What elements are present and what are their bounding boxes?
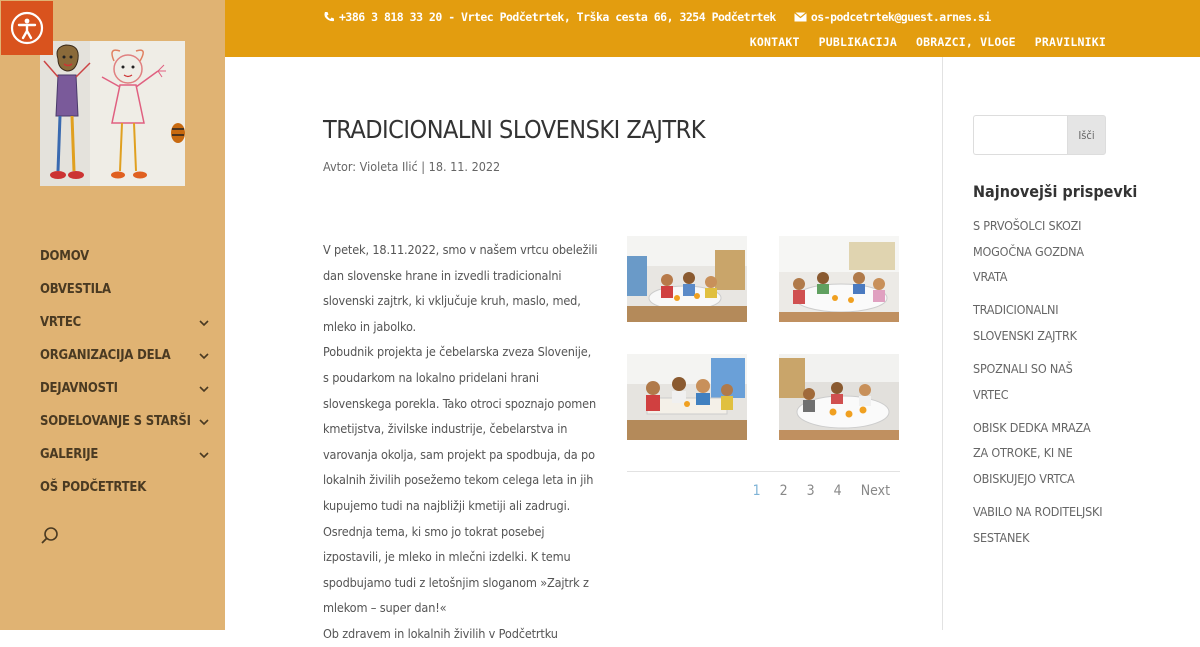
nav-item-sodelovanje-s-starsi[interactable] xyxy=(40,405,210,438)
top-link-publikacija[interactable]: PUBLIKACIJA xyxy=(818,35,898,49)
nav-item-vrtec[interactable] xyxy=(40,306,210,339)
page-link-1[interactable]: 1 xyxy=(752,483,761,499)
chevron-down-icon[interactable] xyxy=(198,317,210,329)
gallery-photo[interactable] xyxy=(627,354,747,440)
gallery-photo[interactable] xyxy=(779,236,899,322)
phone-address-text[interactable]: +386 3 818 33 20 - Vrtec Podčetrtek, Trška cesta 66, 3254 Podčetrtek xyxy=(339,10,776,24)
gallery-pagination xyxy=(627,483,890,499)
gallery-photo[interactable] xyxy=(779,354,899,440)
sidebar-search-input[interactable] xyxy=(973,115,1067,155)
nav-item-label: SODELOVANJE S STARŠI xyxy=(40,414,191,429)
post-meta: Avtor: Violeta Ilić | 18. 11. 2022 xyxy=(323,159,501,174)
nav-item-domov[interactable] xyxy=(40,240,210,273)
child-drawing-image xyxy=(40,41,185,186)
contact-info xyxy=(323,10,991,24)
post-paragraph: Osrednja tema, ki smo jo tokrat posebej izpostavili, je mleko in mlečni izdelki. K temu spodbujamo tudi z letošnjim sloganom »Zajtrk z mlekom – super dan!« xyxy=(323,523,589,616)
phone-icon xyxy=(323,11,335,23)
post-body xyxy=(323,237,598,647)
accessibility-icon xyxy=(10,11,44,45)
recent-post-link[interactable]: OBISK DEDKA MRAZA ZA OTROKE, KI NE OBISKUJEJO VRTCA xyxy=(973,419,1091,486)
chevron-down-icon[interactable] xyxy=(198,416,210,428)
nav-item-label: DOMOV xyxy=(40,249,89,264)
left-sidebar xyxy=(0,0,225,630)
top-link-kontakt[interactable]: KONTAKT xyxy=(749,35,800,49)
recent-post-link[interactable]: SPOZNALI SO NAŠ VRTEC xyxy=(973,360,1073,402)
top-link-obrazci-vloge[interactable]: OBRAZCI, VLOGE xyxy=(916,35,1016,49)
nav-item-label: OŠ PODČETRTEK xyxy=(40,480,147,495)
email-text: os-podcetrtek@guest.arnes.si xyxy=(810,10,991,24)
gallery-photo[interactable] xyxy=(627,236,747,322)
nav-item-os-podcetrtek[interactable] xyxy=(40,471,210,504)
classroom-breakfast-photo-1 xyxy=(627,236,747,322)
accessibility-button[interactable] xyxy=(1,1,53,55)
email-icon xyxy=(794,12,807,22)
recent-posts-title: Najnovejši prispevki xyxy=(973,182,1138,201)
chevron-down-icon[interactable] xyxy=(198,383,210,395)
email-contact[interactable] xyxy=(794,10,991,24)
recent-post-link[interactable]: TRADICIONALNI SLOVENSKI ZAJTRK xyxy=(973,302,1077,343)
page-link-next[interactable]: Next xyxy=(860,483,890,499)
classroom-breakfast-photo-2 xyxy=(779,236,899,322)
page-link-4[interactable]: 4 xyxy=(833,483,842,499)
top-header xyxy=(225,0,1200,57)
page-link-3[interactable]: 3 xyxy=(806,483,815,499)
post-title: TRADICIONALNI SLOVENSKI ZAJTRK xyxy=(323,115,705,144)
site-logo[interactable] xyxy=(40,41,185,186)
top-link-pravilniki[interactable]: PRAVILNIKI xyxy=(1034,35,1106,49)
post-paragraph: Ob zdravem in lokalnih živilih v Podčetrtku xyxy=(323,625,558,641)
recent-post-link[interactable]: S PRVOŠOLCI SKOZI MOGOČNA GOZDNA VRATA xyxy=(973,218,1084,285)
classroom-breakfast-photo-4 xyxy=(779,354,899,440)
search-icon[interactable] xyxy=(40,526,60,546)
sidebar-search-button[interactable]: Išči xyxy=(1067,115,1106,155)
nav-item-galerije[interactable] xyxy=(40,438,210,471)
nav-item-label: DEJAVNOSTI xyxy=(40,381,118,396)
recent-post-link[interactable]: VABILO NA RODITELJSKI SESTANEK xyxy=(973,503,1103,545)
sidebar-divider xyxy=(942,57,943,630)
top-navigation xyxy=(750,35,1106,49)
nav-item-label: ORGANIZACIJA DELA xyxy=(40,348,171,363)
post-paragraph: V petek, 18.11.2022, smo v našem vrtcu obeležili dan slovenske hrane in izvedli tradicionalni slovenski zajtrk, ki vključuje kruh, maslo, med, mleko in jabolko. xyxy=(323,242,598,334)
nav-item-dejavnosti[interactable] xyxy=(40,372,210,405)
nav-item-obvestila[interactable] xyxy=(40,273,210,306)
classroom-breakfast-photo-3 xyxy=(627,354,747,440)
gallery-divider xyxy=(627,471,900,472)
page-link-2[interactable]: 2 xyxy=(779,483,788,499)
nav-item-organizacija-dela[interactable] xyxy=(40,339,210,372)
recent-posts-list xyxy=(973,213,1108,558)
sidebar-search-form xyxy=(973,115,1106,155)
post-paragraph: Pobudnik projekta je čebelarska zveza Slovenije, s poudarkom na lokalno pridelani hrani slovenskega porekla. Tako otroci spoznajo pomen kmetijstva, živilske industrije, čebelarstva in varovanja okolja, sam projekt pa spodbuja, da po lokalnih živilih posežemo tekom celega leta in jih kupujemo tudi na najbližji kmetiji ali zadrugi. xyxy=(323,344,596,513)
chevron-down-icon[interactable] xyxy=(198,449,210,461)
main-content xyxy=(323,57,903,641)
nav-item-label: OBVESTILA xyxy=(40,282,111,297)
chevron-down-icon[interactable] xyxy=(198,350,210,362)
main-navigation xyxy=(40,240,210,504)
nav-item-label: GALERIJE xyxy=(40,447,99,462)
nav-item-label: VRTEC xyxy=(40,315,82,330)
